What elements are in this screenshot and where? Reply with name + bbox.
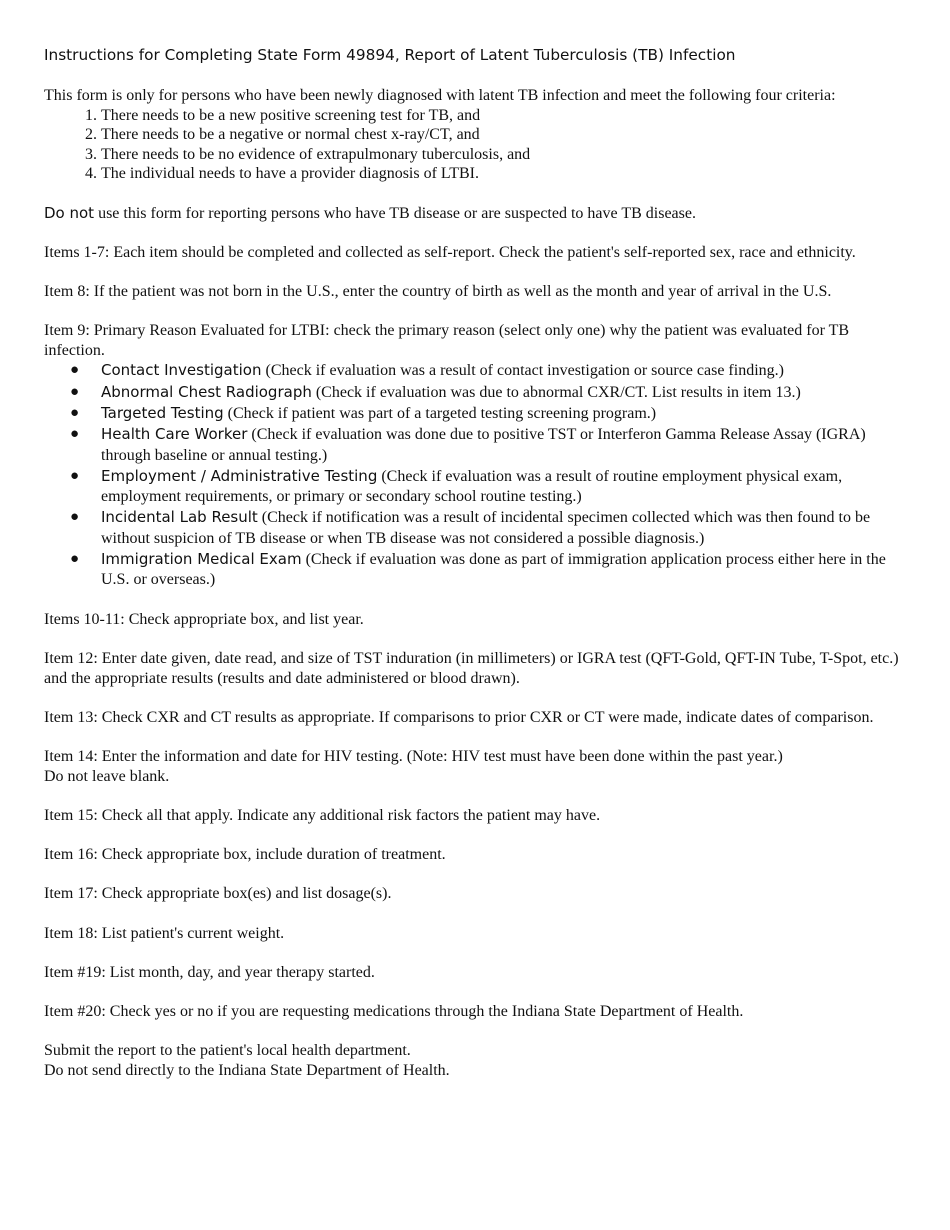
reason-desc: (Check if evaluation was due to abnormal CXR/CT. List results in item 13.): [311, 383, 801, 401]
reason-label: Abnormal Chest Radiograph: [101, 382, 312, 401]
reason-item: [44, 424, 909, 466]
criteria-item: 3. There needs to be no evidence of extrapulmonary tuberculosis, and: [101, 145, 909, 165]
submit-paragraph: [44, 1041, 909, 1080]
bullet-icon: ●: [70, 383, 80, 400]
item-20-paragraph: Item #20: Check yes or no if you are requesting medications through the Indiana State Department of Health.: [44, 1003, 744, 1021]
bullet-icon: ●: [70, 362, 80, 379]
reason-label: Contact Investigation: [101, 361, 262, 380]
reason-item: [44, 360, 909, 381]
reason-desc: (Check if evaluation was done as part of immigration application process either here in the U.S. or overseas.): [101, 550, 886, 589]
submit-line2: Do not send directly to the Indiana State Department of Health.: [44, 1061, 450, 1079]
items-10-11-paragraph: Items 10-11: Check appropriate box, and list year.: [44, 611, 364, 629]
reason-label: Incidental Lab Result: [101, 508, 258, 527]
item-8-paragraph: Item 8: If the patient was not born in the U.S., enter the country of birth as well as the month and year of arrival in the U.S.: [44, 282, 832, 300]
reason-desc: (Check if notification was a result of incidental specimen collected which was then found to be without suspicion of TB disease or when TB disease was not considered a possible diagnosis.): [101, 509, 871, 547]
item-16-paragraph: Item 16: Check appropriate box, include duration of treatment.: [44, 846, 446, 864]
do-not-lead: Do not: [44, 203, 95, 222]
item-9-paragraph: Item 9: Primary Reason Evaluated for LTBI: check the primary reason (select only one) why the patient was evaluated for TB infection.: [44, 322, 850, 359]
criteria-list: [44, 106, 909, 184]
items-1-7-paragraph: Items 1-7: Each item should be completed and collected as self-report. Check the patient's self-reported sex, race and ethnicity.: [44, 243, 856, 261]
bullet-icon: ●: [70, 426, 80, 443]
intro-paragraph: This form is only for persons who have been newly diagnosed with latent TB infection and meet the following four criteria:: [44, 87, 836, 104]
do-not-paragraph: [44, 204, 909, 224]
bullet-icon: ●: [70, 467, 80, 484]
item-19-paragraph: Item #19: List month, day, and year therapy started.: [44, 963, 375, 981]
reason-label: Targeted Testing: [101, 403, 224, 422]
reason-label: Health Care Worker: [101, 425, 248, 444]
item-17-paragraph: Item 17: Check appropriate box(es) and list dosage(s).: [44, 885, 392, 903]
item-14-line1: Item 14: Enter the information and date for HIV testing. (Note: HIV test must have been done within the past year.): [44, 748, 783, 766]
bullet-icon: ●: [70, 509, 80, 526]
bullet-icon: ●: [70, 404, 80, 421]
item-14-paragraph: [44, 747, 909, 786]
criteria-item: 2. There needs to be a negative or normal chest x-ray/CT, and: [101, 125, 909, 145]
criteria-item: 1. There needs to be a new positive screening test for TB, and: [101, 106, 909, 126]
instructions-page: [44, 44, 909, 1100]
reason-item: [44, 403, 909, 424]
reason-item: [44, 549, 909, 591]
reasons-list: [44, 360, 909, 590]
criteria-item: 4. The individual needs to have a provider diagnosis of LTBI.: [101, 164, 909, 184]
do-not-rest: use this form for reporting persons who have TB disease or are suspected to have TB disease.: [94, 204, 696, 222]
item-14-line2: Do not leave blank.: [44, 767, 170, 785]
item-18-paragraph: Item 18: List patient's current weight.: [44, 924, 285, 942]
reason-desc: (Check if evaluation was a result of contact investigation or source case finding.): [261, 362, 784, 380]
item-12-paragraph: Item 12: Enter date given, date read, and size of TST induration (in millimeters) or IGRA test (QFT-Gold, QFT-IN Tube, T-Spot, etc.) and the appropriate results (results and date administered or blood drawn).: [44, 650, 899, 687]
reason-item: [44, 507, 909, 549]
reason-desc: (Check if evaluation was done due to positive TST or Interferon Gamma Release Assay (IGRA) through baseline or annual testing.): [101, 426, 866, 464]
bullet-icon: ●: [70, 550, 80, 567]
submit-line1: Submit the report to the patient's local health department.: [44, 1042, 411, 1060]
reason-desc: (Check if patient was part of a targeted testing screening program.): [223, 404, 657, 422]
reason-label: Immigration Medical Exam: [101, 549, 302, 568]
item-15-paragraph: Item 15: Check all that apply. Indicate any additional risk factors the patient may have.: [44, 807, 601, 825]
page-title: Instructions for Completing State Form 49894, Report of Latent Tuberculosis (TB) Infection: [44, 46, 736, 64]
reason-label: Employment / Administrative Testing: [101, 466, 378, 485]
reason-item: [44, 466, 909, 508]
item-13-paragraph: Item 13: Check CXR and CT results as appropriate. If comparisons to prior CXR or CT were made, indicate dates of comparison.: [44, 709, 874, 727]
reason-item: [44, 382, 909, 403]
reason-desc: (Check if evaluation was a result of routine employment physical exam, employment requirements, or primary or secondary school routine testing.): [101, 467, 843, 506]
